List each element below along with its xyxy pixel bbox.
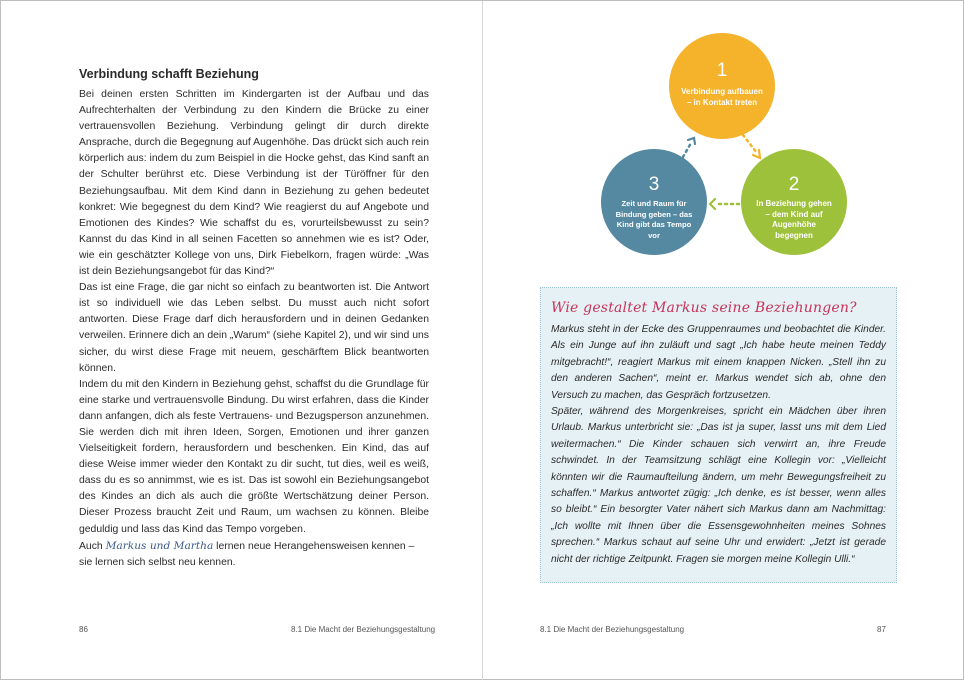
right-running-title: 8.1 Die Macht der Beziehungsgestaltung	[540, 625, 685, 634]
step-1-number: 1	[716, 60, 728, 81]
circle-step-1	[669, 33, 775, 139]
character-names: Markus und Martha	[105, 539, 214, 552]
case-study-paragraph-2: Später, während des Morgenkreises, spricht ein Mädchen über ihren Urlaub. Markus unterbricht sie: „Das ist ja super, lasst uns mit dem Lied weitermachen.“ Die Kinder schauen sich verwirrt an, ihre Freude schwindet. In der Teamsitzung schlägt eine Kollegin vor: „Vielleicht könnten wir die Raumaufteilung ändern, um mehr Bewegungsfreiheit zu schaffen.“ Markus antwortet zügig: „Ich denke, es ist besser, wenn alles so bleibt.“ Ein besorgter Vater nähert sich Markus dann am Nachmittag: „Ich wollte mit Ihnen über die Essensgewohnheiten meines Sohnes sprechen.“ Markus schaut auf seine Uhr und erwidert: „Jetzt ist gerade nicht der richtige Zeitpunkt. Fragen sie morgen meine Kollegin Ulli.“	[551, 406, 886, 565]
step-2-text: In Beziehung gehen – dem Kind auf Augenhöhe begegnen	[756, 199, 832, 240]
step-2-number: 2	[788, 174, 800, 195]
left-page-text	[79, 67, 429, 571]
paragraph-4-start: Auch	[79, 540, 106, 552]
step-1-text: Verbindung aufbauen – in Kontakt treten	[681, 87, 763, 107]
circle-step-3	[601, 149, 707, 255]
section-heading: Verbindung schafft Beziehung	[79, 67, 259, 81]
left-page-number: 86	[79, 625, 88, 634]
paragraph-1: Bei deinen ersten Schritten im Kindergarten ist der Aufbau und das Aufrechterhalten der Verbindung zu den Kindern die Brücke zu einer vertrauensvollen Beziehung. Verbindung gelingt dir durch direkte Ansprache, durch die Begegnung auf Augenhöhe. Das drückt sich auch rein körperlich aus: indem du zum Beispiel in die Hocke gehst, das Kind sanft an der Schulter berührst etc. Diese Verbindung ist der Türöffner für den Beziehungsaufbau. Mit dem Kind dann in Beziehung zu gehen bedeutet konkret: Wie begegnest du dem Kind? Wie reagierst du auf Angebote und Emotionen des Kindes? Wie schaffst du es, vorurteilsbewusst zu sein? Kannst du das Kind in all seinen Facetten so annehmen wie es ist? Oder, wie ein geschätzter Kollege von uns, Dirk Fiebelkorn, fragen würde: „Was ist dein Beziehungsangebot für das Kind?“	[79, 89, 429, 278]
circle-step-2	[741, 149, 847, 255]
paragraph-4-end: lernen neue Herangehensweisen kennen – sie lernen sich selbst neu kennen.	[79, 540, 415, 568]
paragraph-2: Das ist eine Frage, die gar nicht so einfach zu beantworten ist. Die Antwort ist so individuell wie das Leben selbst. Du musst auch nicht sofort antworten. Diese Frage darf dich herausfordern und in deinen Gedanken verweilen. Erinnere dich an dein „Warum“ (siehe Kapitel 2), und wir sind uns sicher, du wirst diese Frage mit neuem, geschärftem Blick beantworten können.	[79, 282, 429, 374]
step-3-text: Zeit und Raum für Bindung geben – das Kind gibt das Tempo vor	[615, 199, 693, 240]
paragraph-3: Indem du mit den Kindern in Beziehung gehst, schaffst du die Grundlage für eine starke und vertrauensvolle Bindung. Du wirst erfahren, dass die Kinder dann anfangen, dich als feste Vertrauens- und Bezugsperson anzunehmen. Sie werden dich mit ihren Ideen, Sorgen, Emotionen und ihrer ganzen Vielseitigkeit fordern, herausfordern und beschenken. Ein Kind, das auf diese Weise immer wieder den Kontakt zu dir sucht, tut dies, weil es weiß, dass du es so annimmst, wie es ist. Das ist sowohl ein Beziehungsangebot des Kindes an dich als auch die größte Wertschätzung deiner Person. Dieser Prozess braucht Zeit und Raum, um wachsen zu können. Bleibe geduldig und lass das Kind das Tempo vorgeben.	[79, 378, 429, 535]
page-gutter	[482, 1, 483, 680]
case-study-box	[540, 287, 897, 583]
arrow-2-to-3	[710, 199, 745, 209]
right-page-number: 87	[877, 625, 886, 634]
paragraph-4	[79, 538, 429, 571]
arrow-1-to-2	[743, 135, 760, 158]
case-study-paragraph-1: Markus steht in der Ecke des Gruppenraumes und beobachtet die Kinder. Als ein Junge auf ihn zuläuft und sagt „Ich habe heute meinen Teddy mitgebracht!“, reagiert Markus mit einem knappen Nicken. „Stell ihn zu den anderen Sachen“, meint er. Markus wendet sich ab, ohne den Versuch zu machen, das Gespräch fortzusetzen.	[551, 324, 886, 401]
left-running-title: 8.1 Die Macht der Beziehungsgestaltung	[291, 625, 436, 634]
arrow-3-to-1	[683, 138, 695, 157]
step-3-number: 3	[648, 174, 660, 195]
case-study-title: Wie gestaltet Markus seine Beziehungen?	[551, 300, 857, 316]
